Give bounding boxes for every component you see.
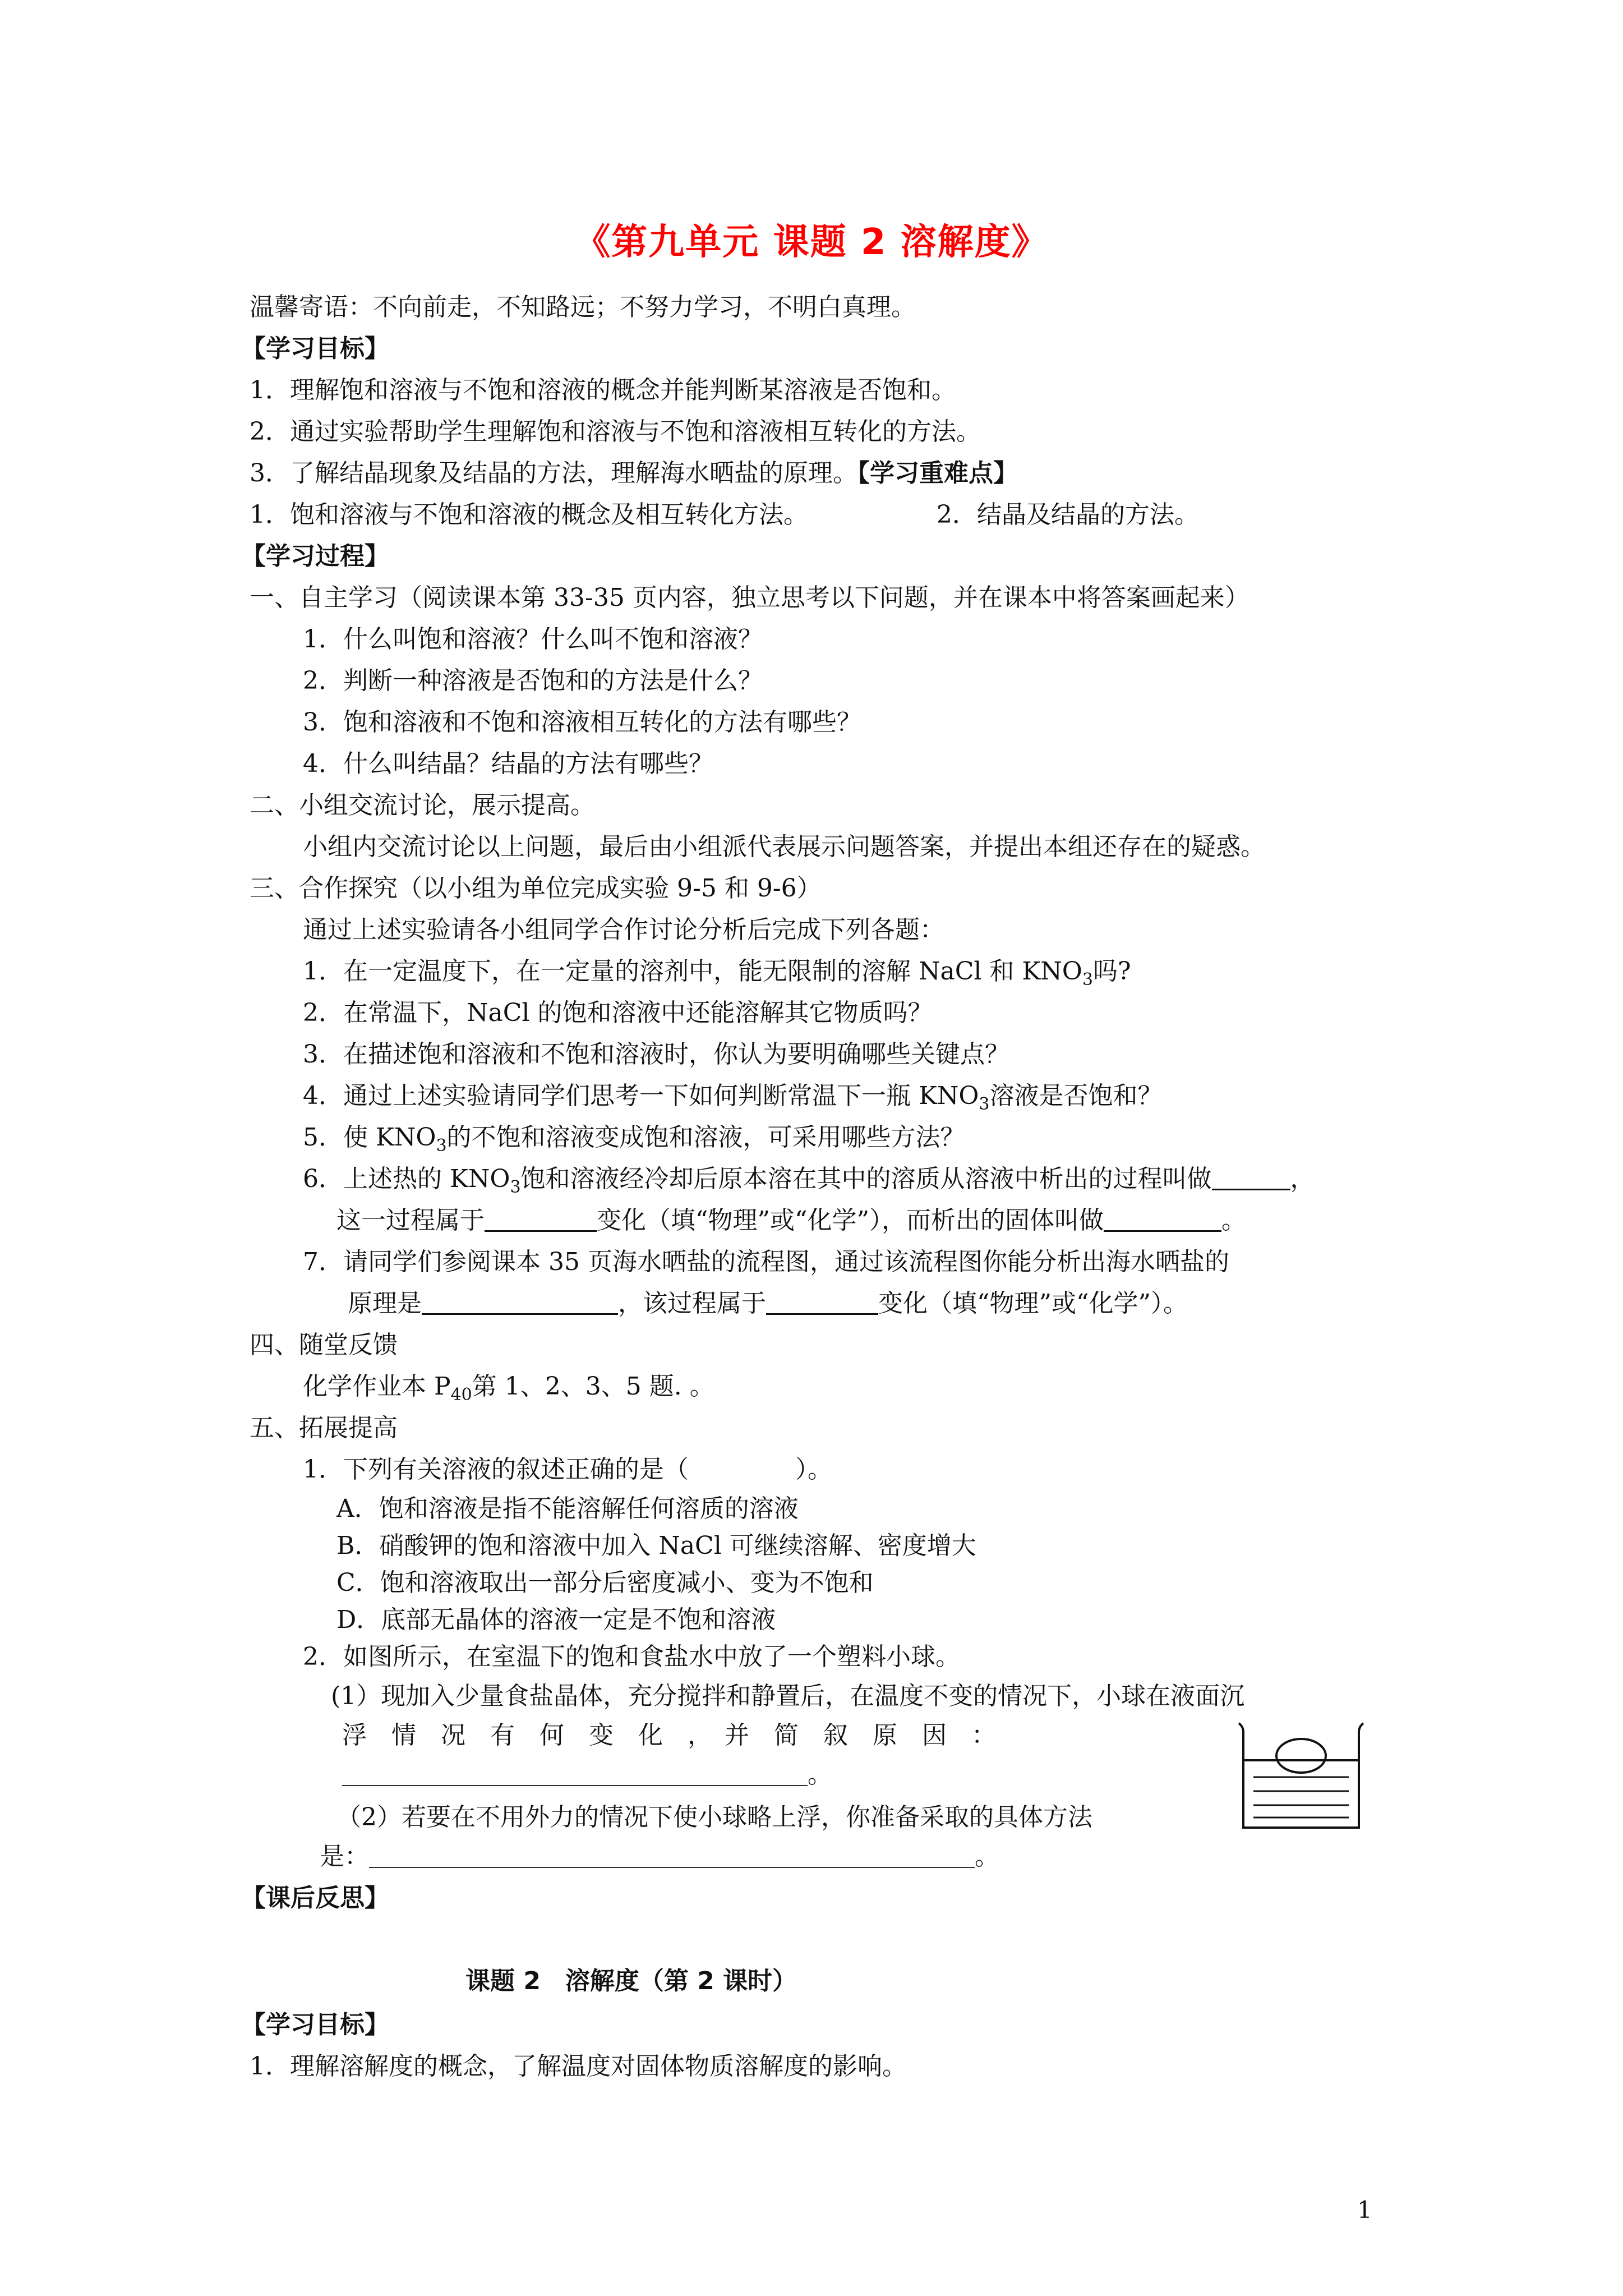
section5-q1 [303,1453,832,1487]
q4-tail: 溶液是否饱和？ [989,1082,1163,1110]
q4-text: 4．通过上述实验请同学们思考一下如何判断常温下一瓶 KNO [303,1082,979,1110]
option-d: D．底部无晶体的溶液一定是不饱和溶液 [336,1605,776,1634]
q2-2-end: 。 [975,1842,999,1871]
section3-q4 [303,1079,1163,1121]
q1-text: 1．在一定温度下，在一定量的溶剂中，能无限制的溶解 NaCl 和 KNO [303,957,1082,986]
section5-q2-part2-cont [320,1840,999,1874]
q1-stem: 1．下列有关溶液的叙述正确的是（ [303,1455,689,1484]
goal-item-text: 3．了解结晶现象及结晶的方法，理解海水晒盐的原理。 [250,459,857,487]
section1-item: 4．什么叫结晶？结晶的方法有哪些？ [303,749,713,778]
subscript: 3 [1082,970,1093,990]
answer-blank[interactable] [766,1291,878,1315]
goal-item: 2．通过实验帮助学生理解饱和溶液与不饱和溶液相互转化的方法。 [250,417,981,446]
answer-blank[interactable] [485,1208,597,1232]
q2-1-end: 。 [808,1760,832,1789]
section5-q2: 2．如图所示，在室温下的饱和食盐水中放了一个塑料小球。 [303,1642,960,1671]
q7b-text2: ，该过程属于 [618,1289,766,1318]
section4-heading: 四、随堂反馈 [250,1331,398,1359]
subscript: 3 [979,1094,990,1114]
section3-intro: 通过上述实验请各小组同学合作讨论分析后完成下列各题： [303,915,944,944]
reflection-heading: 【课后反思】 [241,1884,389,1912]
section4-text [303,1370,714,1412]
goal-item: 1．理解饱和溶液与不饱和溶液的概念并能判断某溶液是否饱和。 [250,376,956,404]
page-title: 《第九单元 课题 2 溶解度》 [574,222,1049,263]
beaker-ball-diagram [1231,1721,1371,1833]
page-number: 1 [1357,2196,1372,2224]
section5-q2-part2: （2）若要在不用外力的情况下使小球略上浮，你准备采取的具体方法 [336,1803,1092,1832]
q6-tail: 饱和溶液经冷却后原本溶在其中的溶质从溶液中析出的过程叫做 [520,1165,1212,1193]
section3-q3: 3．在描述饱和溶液和不饱和溶液时，你认为要明确哪些关键点？ [303,1040,1009,1069]
q6b-text3: 。 [1221,1206,1246,1235]
option-b: B．硝酸钾的饱和溶液中加入 NaCl 可继续溶解、密度增大 [336,1531,976,1560]
answer-blank[interactable] [422,1291,618,1315]
key-point-1: 1．饱和溶液与不饱和溶液的概念及相互转化方法。 [250,500,808,529]
q1-tail: 吗? [1092,957,1131,986]
lesson2-goal-item: 1．理解溶解度的概念，了解温度对固体物质溶解度的影响。 [250,2052,907,2081]
subscript: 3 [510,1177,521,1197]
goals-heading: 【学习目标】 [241,334,389,363]
q7b-text3: 变化（填“物理”或“化学”）。 [878,1289,1188,1318]
answer-blank[interactable] [1212,1166,1290,1190]
answer-blank[interactable] [342,1763,808,1786]
section3-q1 [303,955,1131,997]
lesson2-goals-heading: 【学习目标】 [241,2010,389,2039]
section1-item: 1．什么叫饱和溶液？什么叫不饱和溶液？ [303,625,763,654]
section3-q2: 2．在常温下，NaCl 的饱和溶液中还能溶解其它物质吗？ [303,999,933,1027]
answer-blank[interactable] [369,1844,975,1868]
section3-q5 [303,1121,965,1163]
section2-heading: 二、小组交流讨论，展示提高。 [250,791,595,820]
section3-q6 [303,1162,1315,1204]
q6b-text2: 变化（填“物理”或“化学”），而析出的固体叫做 [597,1206,1104,1235]
q2-2b-text: 是： [320,1842,369,1871]
section1-item: 3．饱和溶液和不饱和溶液相互转化的方法有哪些？ [303,708,861,737]
process-heading: 【学习过程】 [241,542,389,570]
q5-tail: 的不饱和溶液变成饱和溶液，可采用哪些方法？ [446,1123,965,1152]
section2-text: 小组内交流讨论以上问题，最后由小组派代表展示问题答案，并提出本组还存在的疑惑。 [303,832,1265,861]
section5-q2-part1-cont: 浮 情 况 有 何 变 化 ， 并 简 叙 原 因 ： [342,1721,996,1750]
subscript: 40 [450,1385,472,1405]
goal-item [250,457,1018,490]
q6-end: ， [1290,1165,1315,1193]
section3-q7-cont [348,1287,1188,1320]
section3-q6-cont [336,1204,1246,1237]
section3-q7: 7．请同学们参阅课本 35 页海水晒盐的流程图，通过该流程图你能分析出海水晒盐的 [303,1248,1229,1276]
section5-q2-part1: (1）现加入少量食盐晶体，充分搅拌和静置后，在温度不变的情况下，小球在液面沉 [331,1682,1245,1710]
subscript: 3 [436,1136,447,1156]
answer-blank[interactable] [1104,1208,1221,1232]
key-points-heading: 【学习重难点】 [857,459,1018,487]
plastic-ball-icon [1276,1739,1326,1773]
section4-text1: 化学作业本 P [303,1372,451,1401]
lesson2-title: 课题 2 溶解度（第 2 课时） [465,1967,797,1995]
option-c: C．饱和溶液取出一部分后密度减小、变为不饱和 [336,1568,874,1597]
section4-text2: 第 1、2、3、5 题. 。 [472,1372,714,1401]
section5-q2-part1-answer [342,1758,832,1792]
q6b-text1: 这一过程属于 [336,1206,485,1235]
q7b-text1: 原理是 [348,1289,422,1318]
section5-heading: 五、拓展提高 [250,1414,398,1442]
section1-heading: 一、自主学习（阅读课本第 33-35 页内容，独立思考以下问题，并在课本中将答案画起来） [250,583,1249,612]
option-a: A．饱和溶液是指不能溶解任何溶质的溶液 [336,1494,799,1523]
key-point-2: 2．结晶及结晶的方法。 [937,500,1199,529]
motto: 温馨寄语：不向前走，不知路远；不努力学习，不明白真理。 [250,293,916,321]
section1-item: 2．判断一种溶液是否饱和的方法是什么？ [303,666,763,695]
q6-text: 6．上述热的 KNO [303,1165,510,1193]
q5-text: 5．使 KNO [303,1123,436,1152]
q1-end: ）。 [795,1455,832,1484]
section3-heading: 三、合作探究（以小组为单位完成实验 9-5 和 9-6） [250,874,822,903]
